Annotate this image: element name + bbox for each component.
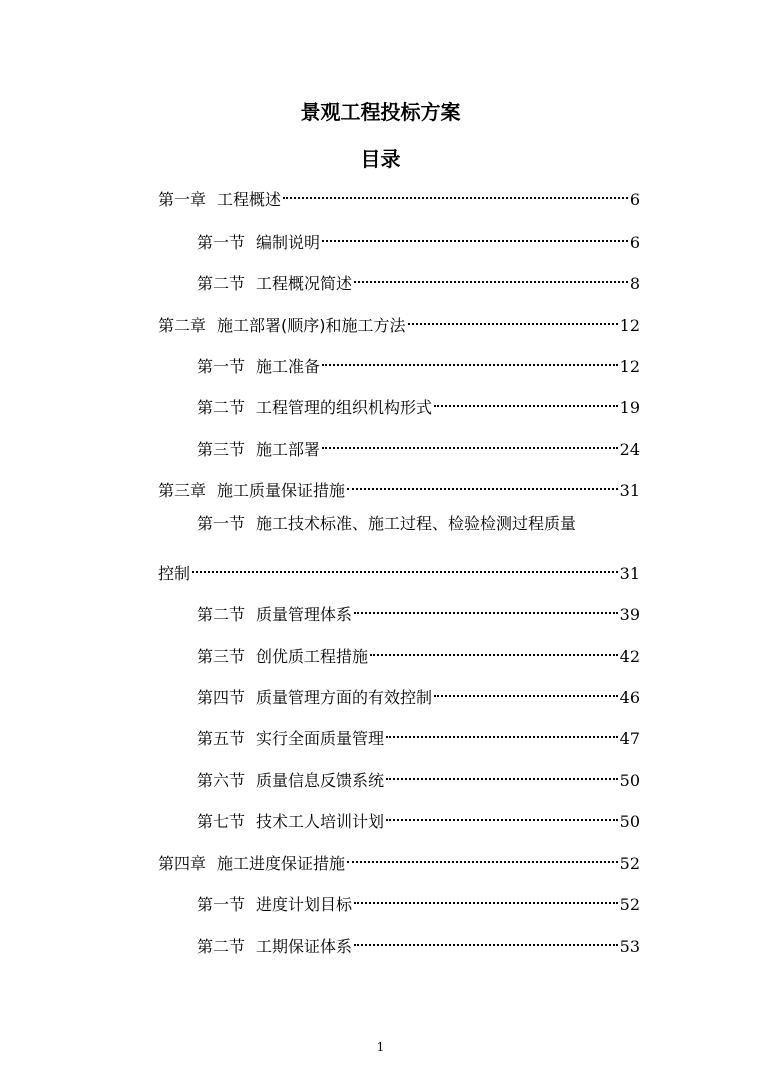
toc-entry-title: 施工部署 [256,440,321,459]
toc-dot-leader [386,801,618,827]
toc-entry-title: 创优质工程措施 [256,647,369,666]
toc-entry-prefix: 第二章 [158,316,207,335]
toc-entry-prefix: 第一节 [197,514,246,533]
toc-entry-page: 12 [619,316,640,335]
toc-entry-page: 31 [619,481,640,500]
toc-section-entry[interactable] [197,594,640,624]
toc-entry-prefix: 第一节 [197,895,246,914]
toc-dot-leader [322,346,618,372]
toc-entry-prefix: 第二节 [197,398,246,417]
toc-dot-leader [386,718,618,744]
toc-chapter-entry[interactable] [158,843,640,873]
toc-entry-prefix: 第一节 [197,357,246,376]
toc-heading: 目录 [360,147,401,171]
toc-entry-prefix: 第六节 [197,771,246,790]
toc-dot-leader [408,305,618,331]
toc-entry-page: 8 [629,274,640,293]
toc-entry-title: 施工部署(顺序)和施工方法 [217,316,406,335]
toc-entry-page: 31 [619,564,640,583]
toc-entry-page: 53 [619,937,640,956]
toc-entry-page: 52 [619,895,640,914]
toc-section-entry[interactable] [197,222,640,252]
toc-entry-page: 42 [619,647,640,666]
toc-section-entry[interactable] [197,263,640,293]
toc-dot-leader [192,553,618,579]
toc-dot-leader [434,387,618,413]
toc-dot-leader [347,470,618,496]
toc-entry-title: 编制说明 [256,233,321,252]
toc-dot-leader [322,429,618,455]
toc-entry-page: 39 [619,605,640,624]
toc-entry-prefix: 第四章 [158,854,207,873]
toc-dot-leader [283,179,628,205]
toc-entry-page: 19 [619,398,640,417]
toc-section-entry[interactable] [197,926,640,956]
toc-entry-page: 50 [619,771,640,790]
toc-entry-prefix: 第二节 [197,937,246,956]
toc-entry-page: 47 [619,729,640,748]
toc-entry-title: 质量管理方面的有效控制 [256,688,433,707]
toc-section-entry[interactable] [197,346,640,376]
toc-entry-prefix: 第七节 [197,812,246,831]
document-title: 景观工程投标方案 [300,100,461,124]
toc-dot-leader [354,263,628,289]
toc-entry-title: 质量管理体系 [256,605,353,624]
toc-entry-title: 工期保证体系 [256,937,353,956]
toc-entry-prefix: 第三节 [197,647,246,666]
toc-entry-prefix: 第四节 [197,688,246,707]
toc-entry-title: 施工技术标准、施工过程、检验检测过程质量 [256,514,577,533]
toc-entry-prefix: 第一章 [158,190,207,209]
toc-section-entry[interactable] [197,429,640,459]
toc-dot-leader [386,760,618,786]
toc-entry-prefix: 第二节 [197,274,246,293]
toc-entry-title: 实行全面质量管理 [256,729,385,748]
toc-entry-prefix: 第五节 [197,729,246,748]
toc-entry-page: 46 [619,688,640,707]
toc-entry-title-continuation: 控制 [158,564,191,583]
toc-section-entry[interactable] [197,511,640,537]
toc-entry-title: 质量信息反馈系统 [256,771,385,790]
toc-entry-prefix: 第三章 [158,481,207,500]
toc-section-entry[interactable] [197,636,640,666]
toc-entry-title: 施工进度保证措施 [217,854,346,873]
toc-dot-leader [354,884,618,910]
toc-chapter-entry[interactable] [158,470,640,500]
toc-entry-page: 6 [629,190,640,209]
toc-dot-leader [434,677,618,703]
toc-entry-page: 24 [619,440,640,459]
toc-entry-title: 施工准备 [256,357,321,376]
toc-dot-leader [347,843,618,869]
toc-dot-leader [354,926,618,952]
toc-section-entry-continuation[interactable] [158,553,640,583]
toc-section-entry[interactable] [197,884,640,914]
toc-section-entry[interactable] [197,801,640,831]
toc-dot-leader [354,594,618,620]
toc-entry-page: 6 [629,233,640,252]
toc-section-entry[interactable] [197,718,640,748]
toc-entry-prefix: 第一节 [197,233,246,252]
toc-section-entry[interactable] [197,760,640,790]
toc-entry-title: 进度计划目标 [256,895,353,914]
toc-entry-prefix: 第二节 [197,605,246,624]
toc-entry-title: 工程概况简述 [256,274,353,293]
toc-entry-title: 工程管理的组织机构形式 [256,398,433,417]
page-number: 1 [376,1040,385,1054]
toc-chapter-entry[interactable] [158,305,640,335]
toc-entry-title: 技术工人培训计划 [256,812,385,831]
toc-entry-page: 50 [619,812,640,831]
toc-entry-title: 施工质量保证措施 [217,481,346,500]
toc-section-entry[interactable] [197,677,640,707]
toc-entry-page: 52 [619,854,640,873]
toc-dot-leader [322,222,628,248]
toc-entry-title: 工程概述 [217,190,282,209]
toc-entry-page: 12 [619,357,640,376]
toc-chapter-entry[interactable] [158,179,640,209]
toc-dot-leader [370,636,618,662]
toc-section-entry[interactable] [197,387,640,417]
toc-entry-prefix: 第三节 [197,440,246,459]
